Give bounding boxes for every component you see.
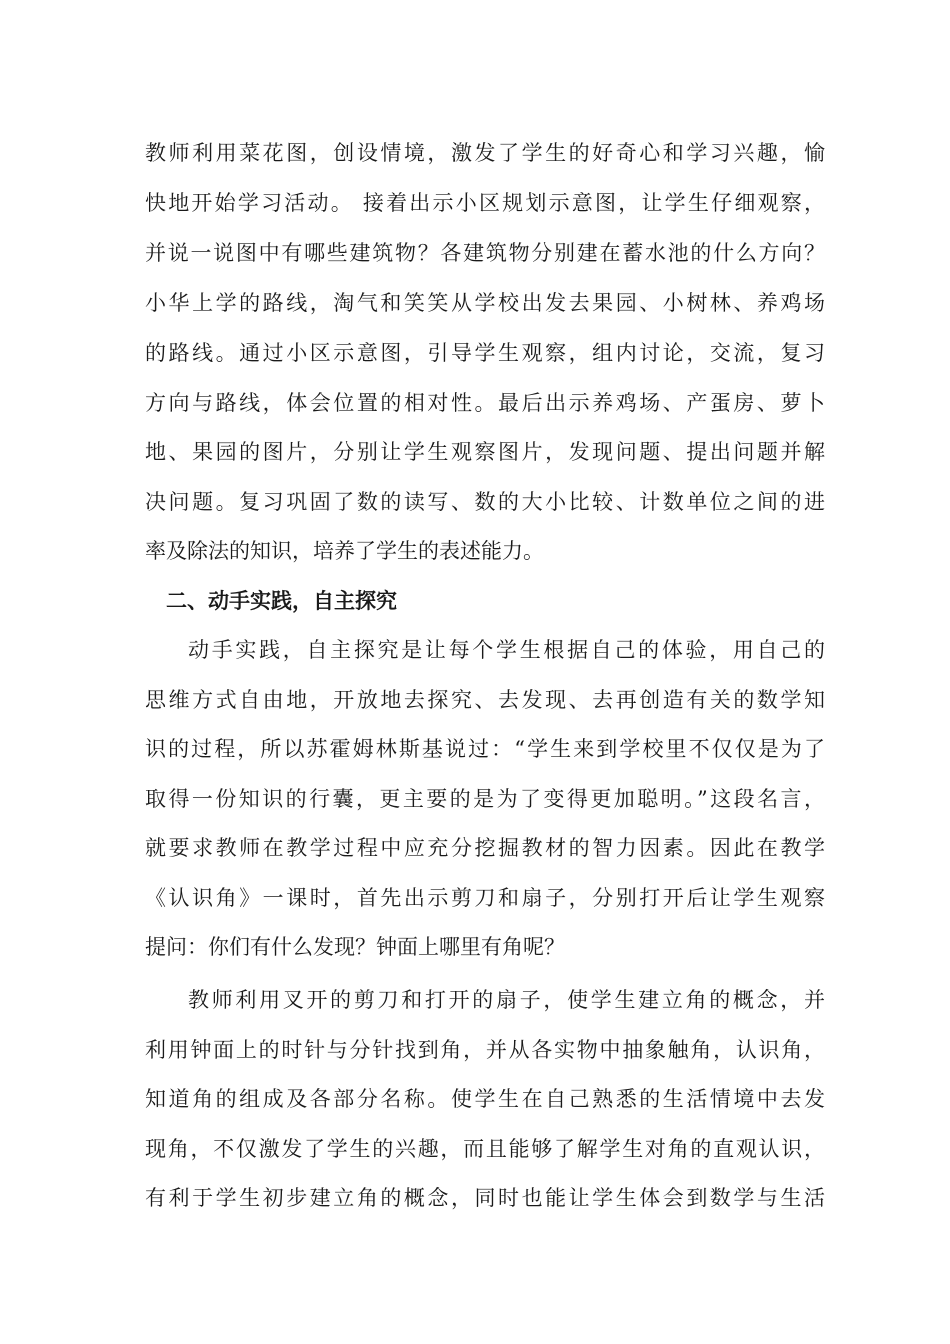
paragraph-1-line-2: 快地开始学习活动。 接着出示小区规划示意图，让学生仔细观察， [145,191,825,215]
paragraph-3-line-1: 教师利用叉开的剪刀和打开的扇子，使学生建立角的概念，并 [188,988,825,1012]
section-heading: 二、动手实践，自主探究 [166,589,397,613]
paragraph-2-line-6: 《认识角》一课时，首先出示剪刀和扇子，分别打开后让学生观察 [145,886,825,910]
paragraph-3-line-4: 现角，不仅激发了学生的兴趣，而且能够了解学生对角的直观认识， [145,1137,825,1161]
paragraph-2-line-7: 提问：你们有什么发现？钟面上哪里有角呢？ [145,935,565,959]
paragraph-3-line-5: 有利于学生初步建立角的概念，同时也能让学生体会到数学与生活 [145,1186,825,1210]
paragraph-2-line-3: 识的过程，所以苏霍姆林斯基说过：“学生来到学校里不仅仅是为了 [145,737,825,761]
paragraph-1-line-4: 小华上学的路线，淘气和笑笑从学校出发去果园、小树林、养鸡场 [145,291,825,315]
paragraph-1-line-3: 并说一说图中有哪些建筑物？各建筑物分别建在蓄水池的什么方向？ [145,241,825,265]
paragraph-2-line-1: 动手实践，自主探究是让每个学生根据自己的体验，用自己的 [188,638,825,662]
paragraph-1-line-9: 率及除法的知识，培养了学生的表述能力。 [145,539,544,563]
paragraph-1-line-5: 的路线。通过小区示意图，引导学生观察，组内讨论，交流，复习 [145,341,825,365]
paragraph-3-line-3: 知道角的组成及各部分名称。使学生在自己熟悉的生活情境中去发 [145,1087,825,1111]
paragraph-2-line-4: 取得一份知识的行囊，更主要的是为了变得更加聪明。”这段名言， [145,787,825,811]
paragraph-1-line-7: 地、果园的图片，分别让学生观察图片，发现问题、提出问题并解 [145,440,825,464]
paragraph-1-line-8: 决问题。复习巩固了数的读写、数的大小比较、计数单位之间的进 [145,490,825,514]
paragraph-1-line-6: 方向与路线，体会位置的相对性。最后出示养鸡场、产蛋房、萝卜 [145,391,825,415]
paragraph-2-line-2: 思维方式自由地，开放地去探究、去发现、去再创造有关的数学知 [145,688,825,712]
paragraph-3-line-2: 利用钟面上的时针与分针找到角，并从各实物中抽象触角，认识角， [145,1038,825,1062]
paragraph-2-line-5: 就要求教师在教学过程中应充分挖掘教材的智力因素。因此在教学 [145,836,825,860]
paragraph-1-line-1: 教师利用菜花图，创设情境，激发了学生的好奇心和学习兴趣，愉 [145,141,825,165]
